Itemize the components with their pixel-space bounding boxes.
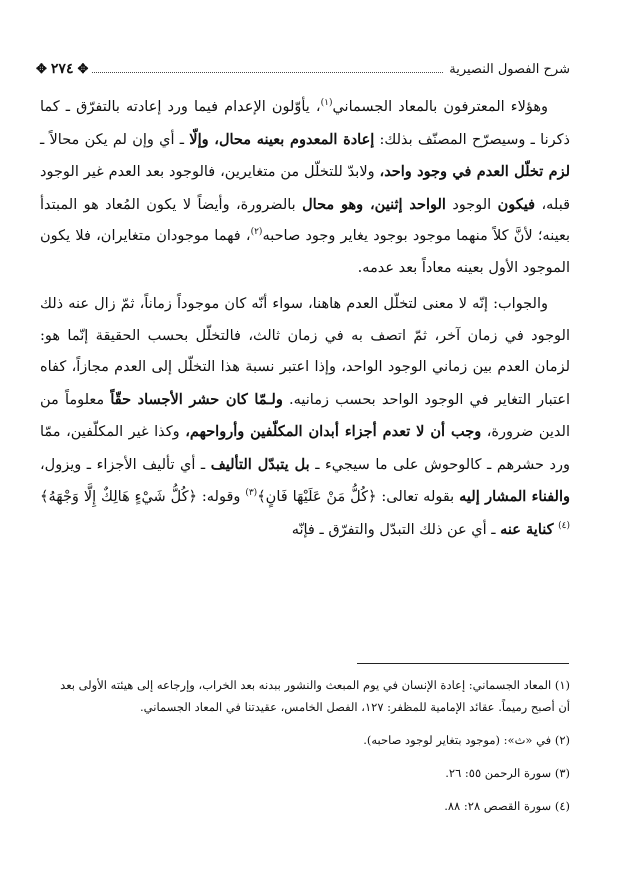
matn-text: ولـمّا كان حشر الأجساد حقّاً: [110, 390, 283, 408]
text-run: ولابدّ للتخلّل من متغايرين، فالوجود بعد العدم غير الوجود قبله،: [40, 164, 571, 213]
text-run: وكذا غير المكلّفين، ممّا ورد حشرهم ـ كالوحوش على ما سيجيء ـ: [40, 424, 571, 473]
matn-text: فيكون: [497, 195, 536, 213]
text-run: والجواب: إنّه لا معنى لتخلّل العدم هاهنا، سواء أنّه كان موجوداً زماناً، ثمّ زال عنه ذلك الوجود في زمان آخر، ثمّ اتصف به في زمان ثالث، فالتخلّل بحسب الحقيقة إنّما هو: لزمان العدم بين زماني الوجود الواحد، وإذا اعتبر نسبة هذا التخلّل إلى العدم مجازاً، كفاه اعتبار التغاير في الوجود الواحد بحسب زمانيه.: [40, 296, 571, 408]
text-run: ، يأوّلون الإعدام فيما ورد إعادته بالتفرّق ـ كما ذكرنا ـ وسيصرّح المصنّف بذلك:: [40, 99, 570, 148]
page-number-block: [36, 61, 88, 77]
text-run: ـ أي عن ذلك التبدّل والتفرّق ـ فإنّه: [291, 521, 501, 538]
footnote-separator: [357, 663, 569, 664]
footnote-2: (٢) في «ث»: (موجود بتغاير لوجود صاحبه).: [363, 733, 570, 747]
header-dot-leader: [92, 72, 443, 73]
footnote-1-line-1: (١) المعاد الجسماني: إعادة الإنسان في يوم المبعث والنشور ببدنه بعد الخراب، وإرجاعه إلى هيئته الأولى بعد: [60, 678, 570, 692]
quran-quote: بقوله تعالى: ﴿كُلُّ مَنْ عَلَيْهَا فَانٍ﴾: [257, 489, 460, 505]
text-run: معلوماً من الدين ضرورة،: [40, 391, 570, 440]
footnote-1-line-2: أن أصبح رميماً. عقائد الإمامية للمظفر: ١٢٧، الفصل الخامس، عقيدتنا في المعاد الجسماني.: [140, 700, 570, 714]
matn-text: والفناء المشار إليه: [459, 488, 571, 505]
footnote-ref-4[interactable]: (٤): [558, 520, 570, 531]
ornament-left: ✥: [36, 61, 47, 77]
matn-text: بل يتبدّل التأليف: [210, 455, 310, 473]
ornament-right: ✥: [77, 61, 89, 77]
main-text: [40, 92, 570, 551]
matn-text: لزم تخلّل العدم في وجود واحد،: [379, 163, 571, 180]
matn-text: كناية عنه: [500, 520, 554, 538]
running-header: [36, 58, 570, 80]
paragraph-1: [40, 92, 570, 284]
text-run: بالضرورة، وأيضاً لا يكون المُعاد هو المبتدأ بعينه؛ لأنَّ كلاً منهما موجود بوجود يغاير وجود صاحبه: [40, 196, 570, 244]
paragraph-2: [40, 289, 570, 546]
footnote-ref-3[interactable]: (٣): [245, 488, 258, 499]
matn-text: وجب أن لا تعدم أجزاء أبدان المكلّفين وأرواحهم،: [185, 423, 482, 440]
text-run: ـ أي وإن لم يكن محالاً ـ: [40, 131, 190, 148]
text-run: وهؤلاء المعترفون بالمعاد الجسماني: [332, 99, 548, 115]
matn-text: الواحد إثنين، وهو محال: [302, 195, 446, 213]
footnote-1: [50, 674, 570, 718]
footnote-ref-2[interactable]: (٢): [250, 227, 263, 238]
text-run: ـ أي تأليف الأجزاء ـ ويزول،: [40, 456, 211, 473]
footnote-3: (٣) سورة الرحمن ٥٥: ٢٦.: [445, 766, 570, 780]
footnote-4: (٤) سورة القصص ٢٨: ٨٨.: [444, 799, 570, 813]
quran-quote: وقوله: ﴿كُلُّ شَيْءٍ هَالِكٌ إِلَّا وَجْهَهُ﴾: [40, 489, 246, 505]
footnote-ref-1[interactable]: (١): [320, 98, 333, 109]
matn-text: إعادة المعدوم بعينه محال، وإلّا: [189, 130, 375, 148]
text-run: ، فهما موجودان متغايران، فلا يكون الموجود الأول بعينه معاداً بعد عدمه.: [40, 228, 570, 276]
text-run: الوجود: [445, 196, 498, 213]
page-number: ٢٧٤: [50, 61, 74, 77]
book-title: شرح الفصول النصيرية: [449, 61, 570, 77]
footnotes: [50, 674, 570, 828]
